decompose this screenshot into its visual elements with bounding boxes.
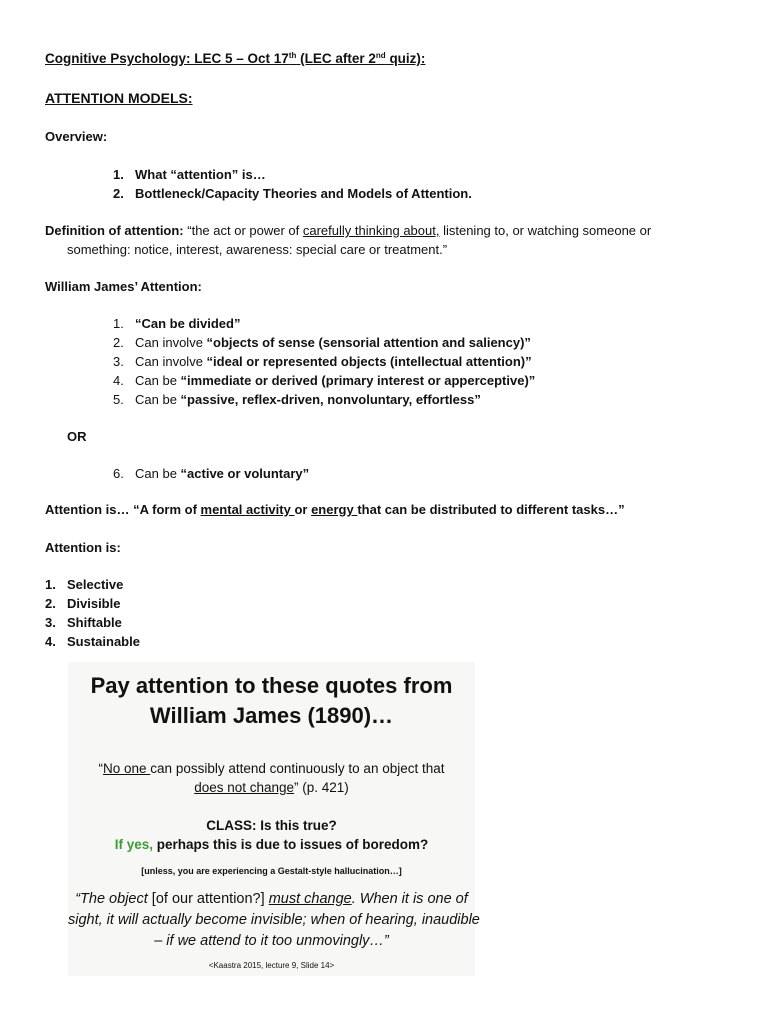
slide-quote-1-line-2: does not change” (p. 421) bbox=[194, 780, 349, 795]
overview-item: 2. Bottleneck/Capacity Theories and Models of Attention. bbox=[113, 186, 472, 201]
slide-title-line-2: William James (1890)… bbox=[149, 703, 394, 728]
slide-boredom-line: If yes, perhaps this is due to issues of boredom? bbox=[114, 837, 429, 852]
document-title: Cognitive Psychology: LEC 5 – Oct 17th (LEC after 2nd quiz): bbox=[45, 51, 426, 66]
slide-title-line-1: Pay attention to these quotes from bbox=[90, 673, 453, 698]
james-item: 3. Can involve “ideal or represented objects (intellectual attention)” bbox=[113, 354, 532, 369]
attention-property: 4. Sustainable bbox=[45, 634, 140, 649]
overview-label: Overview: bbox=[45, 129, 108, 144]
section-heading: ATTENTION MODELS: bbox=[45, 90, 193, 106]
attention-is-label: Attention is: bbox=[45, 540, 121, 555]
james-label: William James’ Attention: bbox=[45, 279, 202, 294]
slide-quote-2-line-2: sight, it will actually become invisible; when of hearing, inaudible bbox=[68, 912, 480, 928]
james-item: 5. Can be “passive, reflex-driven, nonvoluntary, effortless” bbox=[113, 392, 481, 407]
lecture-slide-image bbox=[68, 662, 480, 976]
slide-unless-note: [unless, you are experiencing a Gestalt-style hallucination…] bbox=[141, 866, 402, 876]
slide-quote-1-line-1: “No one can possibly attend continuously to an object that bbox=[98, 761, 445, 776]
or-separator: OR bbox=[67, 429, 87, 444]
attention-definition: Attention is… “A form of mental activity or energy that can be distributed to different tasks…” bbox=[45, 502, 625, 517]
definition-line: Definition of attention: “the act or power of carefully thinking about, listening to, or watching someone or bbox=[45, 223, 652, 238]
definition-line-2: something: notice, interest, awareness: special care or treatment.” bbox=[67, 242, 448, 257]
slide-citation: <Kaastra 2015, lecture 9, Slide 14> bbox=[208, 961, 335, 970]
james-item: 2. Can involve “objects of sense (sensorial attention and saliency)” bbox=[113, 335, 531, 350]
overview-item: 1. What “attention” is… bbox=[113, 167, 266, 182]
james-item: 4. Can be “immediate or derived (primary interest or apperceptive)” bbox=[113, 373, 536, 388]
slide-quote-2-line-3: – if we attend to it too unmovingly…” bbox=[154, 933, 389, 949]
attention-property: 1. Selective bbox=[45, 577, 124, 592]
james-item: 6. Can be “active or voluntary” bbox=[113, 466, 310, 481]
attention-property: 2. Divisible bbox=[45, 596, 121, 611]
james-item: 1. “Can be divided” bbox=[113, 316, 241, 331]
slide-class-question: CLASS: Is this true? bbox=[206, 818, 337, 833]
attention-property: 3. Shiftable bbox=[45, 615, 122, 630]
slide-quote-2-line-1: “The object [of our attention?] must change. When it is one of bbox=[75, 891, 468, 907]
